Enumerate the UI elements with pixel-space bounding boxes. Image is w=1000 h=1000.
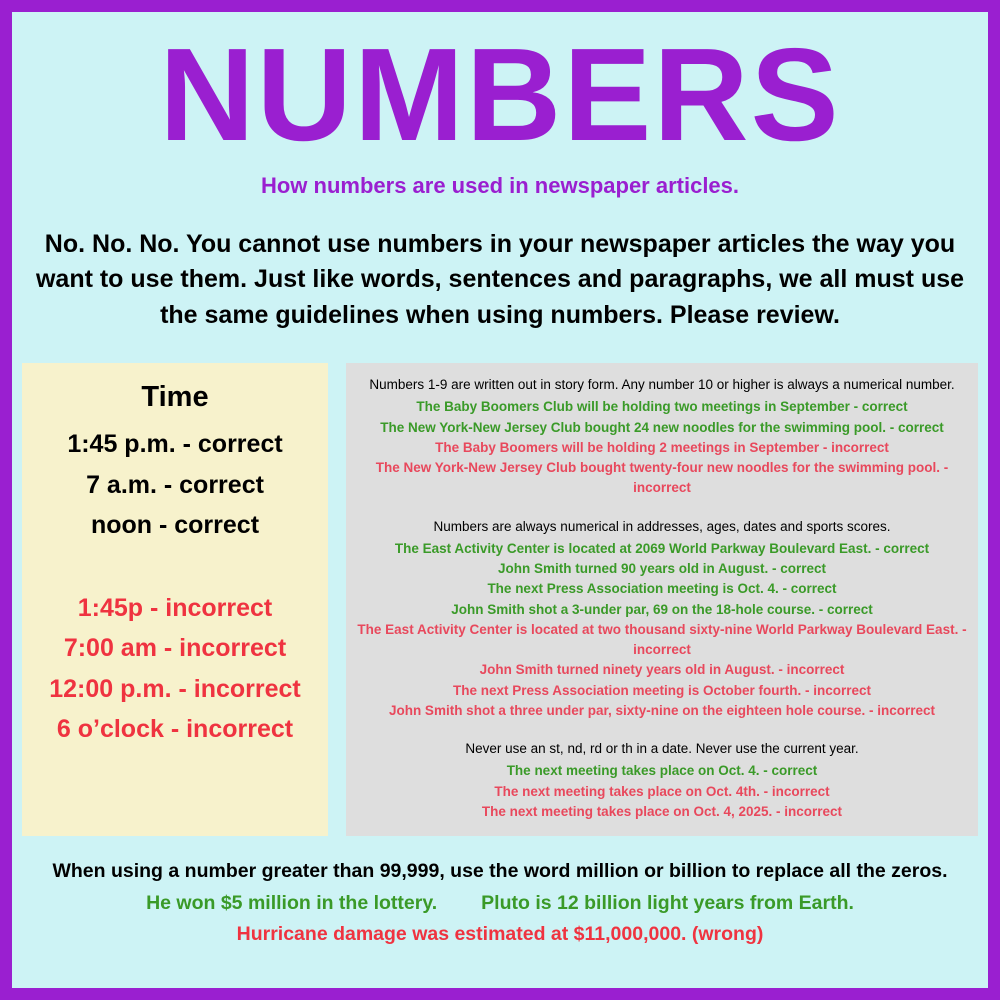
footer-incorrect: Hurricane damage was estimated at $11,000,000. (wrong) [236, 923, 764, 946]
footer-correct-2: Pluto is 12 billion light years from Earth. [481, 892, 854, 915]
time-correct-1: 1:45 p.m. - correct [67, 430, 283, 459]
time-panel [22, 363, 328, 836]
rule-heading-3: Never use an st, nd, rd or th in a date. Never use the current year. [465, 741, 859, 757]
rules-panel [346, 363, 978, 836]
rule-2-example-6: John Smith turned ninety years old in August. - incorrect [479, 662, 845, 678]
footer-correct-examples [12, 892, 988, 915]
rule-2-example-2: John Smith turned 90 years old in August. - correct [497, 561, 827, 577]
rule-3-example-1: The next meeting takes place on Oct. 4. - correct [506, 763, 818, 779]
rule-2-example-8: John Smith shot a three under par, sixty-nine on the eighteen hole course. - incorrect [388, 702, 936, 718]
time-panel-heading: Time [141, 381, 209, 414]
rule-1-example-1: The Baby Boomers Club will be holding two meetings in September - correct [416, 399, 908, 415]
time-incorrect-1: 1:45p - incorrect [77, 593, 273, 622]
rule-heading-1: Numbers 1-9 are written out in story form. Any number 10 or higher is always a numerical number. [369, 377, 955, 393]
rule-2-example-3: The next Press Association meeting is Oct. 4. - correct [487, 581, 837, 597]
page-subtitle: How numbers are used in newspaper articles. [260, 172, 740, 198]
intro-paragraph: No. No. No. You cannot use numbers in your newspaper articles the way you want to use them. Just like words, sentences and paragraphs, we all must use the same guidelines when using numbers. Please review. [35, 229, 965, 329]
footer-section [12, 856, 988, 946]
time-correct-3: noon - correct [90, 511, 260, 540]
time-incorrect-3: 12:00 p.m. - incorrect [49, 674, 301, 703]
time-panel-spacer [28, 546, 322, 588]
footer-rule: When using a number greater than 99,999, use the word million or billion to replace all the zeros. [52, 860, 948, 883]
rules-spacer-2 [354, 721, 970, 739]
rule-2-example-4: John Smith shot a 3-under par, 69 on the 18-hole course. - correct [451, 601, 873, 617]
time-incorrect-2: 7:00 am - incorrect [63, 634, 287, 663]
rule-2-example-7: The next Press Association meeting is October fourth. - incorrect [452, 682, 872, 698]
rule-1-example-3: The Baby Boomers will be holding 2 meetings in September - incorrect [435, 439, 889, 455]
page-title: NUMBERS [159, 21, 841, 168]
content-columns [12, 363, 988, 836]
time-correct-2: 7 a.m. - correct [86, 470, 264, 499]
time-incorrect-4: 6 o’clock - incorrect [56, 715, 294, 744]
rule-3-example-3: The next meeting takes place on Oct. 4, 2025. - incorrect [481, 803, 843, 819]
poster [12, 12, 988, 988]
rule-1-example-2: The New York-New Jersey Club bought 24 new noodles for the swimming pool. - correct [380, 419, 944, 435]
rule-heading-2: Numbers are always numerical in addresses, ages, dates and sports scores. [433, 518, 891, 534]
rule-2-example-5: The East Activity Center is located at two thousand sixty-nine World Parkway Boulevard East. - incorrect [357, 621, 967, 658]
rules-spacer-1 [354, 499, 970, 517]
rule-2-example-1: The East Activity Center is located at 2069 World Parkway Boulevard East. - correct [394, 540, 930, 556]
footer-correct-1: He won $5 million in the lottery. [146, 892, 438, 915]
rule-1-example-4: The New York-New Jersey Club bought twenty-four new noodles for the swimming pool. - incorrect [375, 460, 949, 496]
rule-3-example-2: The next meeting takes place on Oct. 4th. - incorrect [494, 783, 830, 799]
